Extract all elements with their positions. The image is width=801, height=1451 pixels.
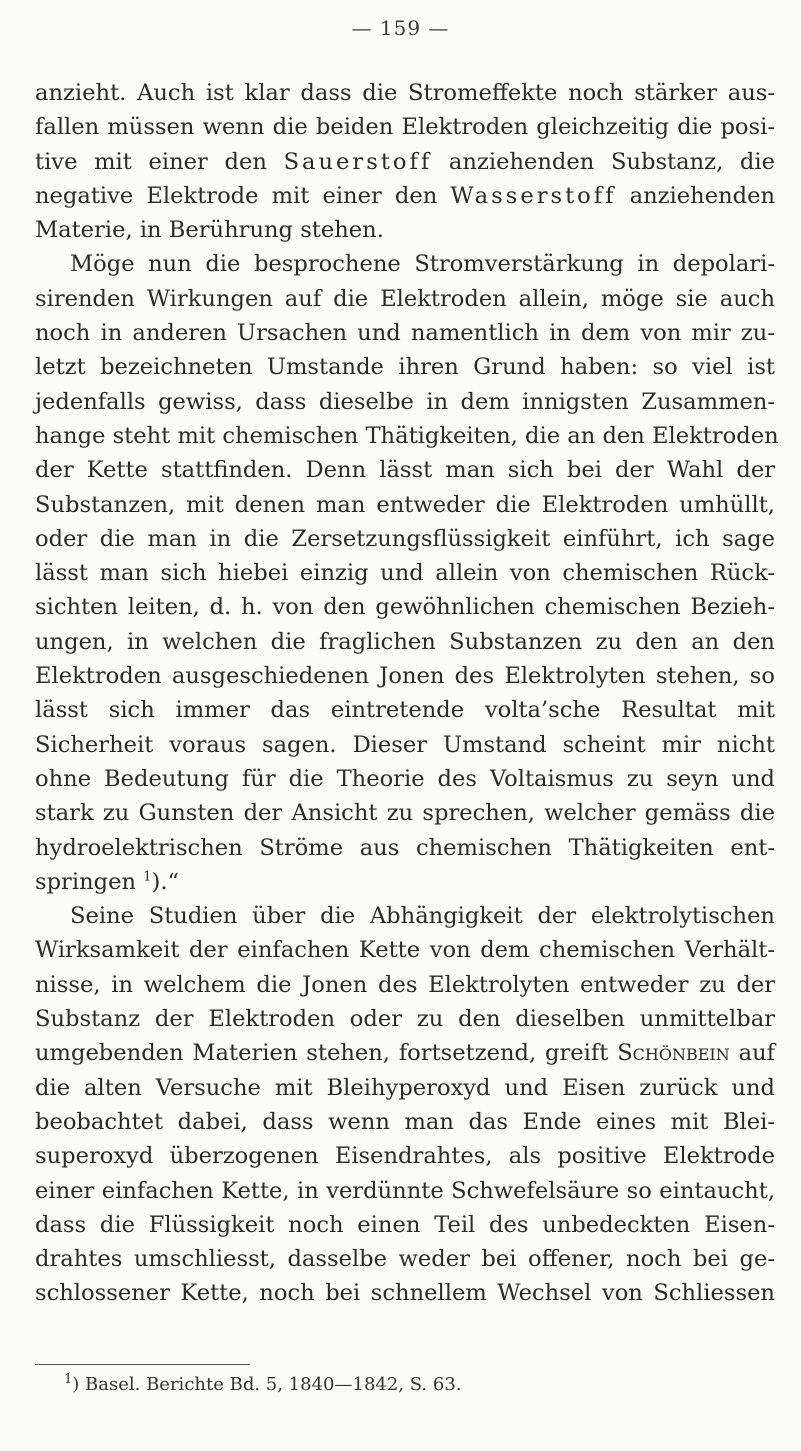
- text-line: stark zu Gunsten der Ansicht zu sprechen, welcher gemäss die: [35, 800, 775, 827]
- paragraph-start: Möge nun die besprochene Stromverstärkung in depolari-: [70, 251, 775, 278]
- text-line: Substanz der Elektroden oder zu den dieselben unmittelbar: [35, 1006, 775, 1033]
- text-line: Wirksamkeit der einfachen Kette von dem chemischen Verhält-: [35, 937, 775, 964]
- paragraph-start: Seine Studien über die Abhängigkeit der elektrolytischen: [70, 903, 775, 930]
- page-number: — 159 —: [351, 16, 450, 40]
- text-line: ungen, in welchen die fraglichen Substanzen zu den an den: [35, 628, 775, 655]
- text-line: springen $^1$).“: [35, 868, 180, 895]
- text-line: sirenden Wirkungen auf die Elektroden allein, möge sie auch: [35, 285, 775, 312]
- text-line: lässt man sich hiebei einzig und allein von chemischen Rück-: [35, 560, 775, 587]
- text-line: negative Elektrode mit einer den Wasserstoff anziehenden: [35, 182, 776, 209]
- footnote-divider: [35, 1364, 250, 1365]
- text-line: drahtes umschliesst, dasselbe weder bei offener, noch bei ge-: [35, 1246, 775, 1273]
- text-line: die alten Versuche mit Bleihyperoxyd und Eisen zurück und: [35, 1074, 775, 1101]
- text-line: Sicherheit voraus sagen. Dieser Umstand scheint mir nicht: [35, 731, 775, 758]
- footnote-text: ) Basel. Berichte Bd. 5, 1840—1842, S. 63.: [72, 1374, 462, 1395]
- body-text: [35, 76, 779, 1311]
- text-line: tive mit einer den Sauerstoff anziehenden Substanz, die: [35, 148, 775, 175]
- emphasis-wasserstoff: Wasserstoff: [450, 182, 617, 209]
- text-line: jedenfalls gewiss, dass dieselbe in dem innigsten Zusammen-: [35, 388, 775, 415]
- text-line: hange steht mit chemischen Thätigkeiten, die an den Elektroden: [35, 422, 779, 449]
- text-line: lässt sich immer das eintretende volta’sche Resultat mit: [35, 697, 775, 724]
- text-line: ohne Bedeutung für die Theorie des Voltaismus zu seyn und: [35, 765, 775, 792]
- text-line: superoxyd überzogenen Eisendrahtes, als positive Elektrode: [35, 1143, 775, 1170]
- text-line: letzt bezeichneten Umstande ihren Grund haben: so viel ist: [35, 354, 775, 381]
- footnote-reference: 1: [143, 869, 152, 885]
- text-line: umgebenden Materien stehen, fortsetzend, greift Schönbein auf: [35, 1040, 776, 1067]
- author-name: Schönbein: [617, 1040, 730, 1067]
- footnote: [64, 1373, 462, 1397]
- text-line: sichten leiten, d. h. von den gewöhnlichen chemischen Bezieh-: [35, 594, 775, 621]
- text-line: Elektroden ausgeschiedenen Jonen des Elektrolyten stehen, so: [35, 663, 775, 690]
- text-line: Substanzen, mit denen man entweder die Elektroden umhüllt,: [35, 491, 775, 518]
- footnote-marker: 1: [64, 1372, 73, 1387]
- text-line: oder die man in die Zersetzungsflüssigkeit einführt, ich sage: [35, 525, 775, 552]
- text-line: beobachtet dabei, dass wenn man das Ende eines mit Blei-: [35, 1108, 775, 1135]
- text-line: dass die Flüssigkeit noch einen Teil des unbedeckten Eisen-: [35, 1211, 775, 1238]
- text-line: Materie, in Berührung stehen.: [35, 217, 384, 244]
- text-line: einer einfachen Kette, in verdünnte Schwefelsäure so eintaucht,: [35, 1177, 775, 1204]
- text-line: noch in anderen Ursachen und namentlich in dem von mir zu-: [35, 320, 775, 347]
- text-line: anzieht. Auch ist klar dass die Stromeffekte noch stärker aus-: [35, 80, 775, 106]
- text-line: schlossener Kette, noch bei schnellem Wechsel von Schliessen: [35, 1280, 775, 1307]
- text-line: nisse, in welchem die Jonen des Elektrolyten entweder zu der: [35, 971, 775, 998]
- text-line: fallen müssen wenn die beiden Elektroden gleichzeitig die posi-: [35, 114, 775, 141]
- text-line: hydroelektrischen Ströme aus chemischen Thätigkeiten ent-: [35, 834, 775, 861]
- emphasis-sauerstoff: Sauerstoff: [283, 148, 433, 175]
- text-line: der Kette stattfinden. Denn lässt man sich bei der Wahl der: [35, 457, 775, 484]
